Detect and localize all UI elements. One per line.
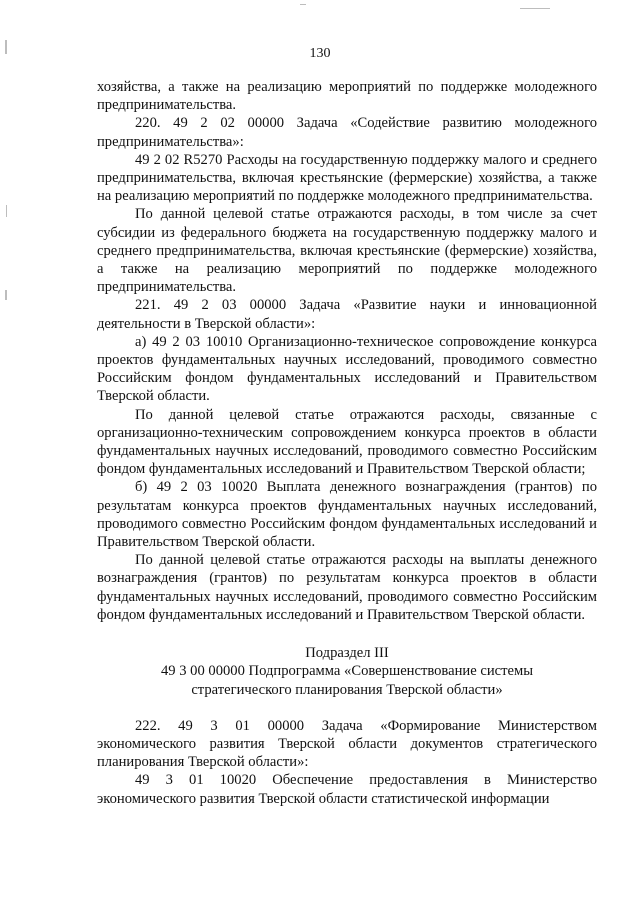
scan-mark-top-1 [300, 4, 306, 5]
scan-mark-top-2 [520, 8, 550, 9]
paragraph: хозяйства, а также на реализацию мероприятий по поддержке молодежного предпринимательства. [97, 79, 597, 114]
scan-mark-left-3 [5, 290, 7, 300]
expense-paragraph: б) 49 2 03 10020 Выплата денежного вознаграждения (грантов) по результатам конкурса проектов фундаментальных научных исследований, проводимого совместно Российским фондом фундаментальных исследований и Правительством Тверской области. [97, 479, 597, 551]
task-paragraph: 220. 49 2 02 00000 Задача «Содействие развитию молодежного предпринимательства»: [97, 115, 597, 150]
task-paragraph: 221. 49 2 03 00000 Задача «Развитие науки и инновационной деятельности в Тверской области»: [97, 297, 597, 332]
paragraph: По данной целевой статье отражаются расходы на выплаты денежного вознаграждения (грантов) по результатам конкурса проектов в области фундаментальных научных исследований, проводимого совместно Российским фондом фундаментальных исследований и Правительством Тверской области. [97, 552, 597, 623]
task-paragraph: 222. 49 3 01 00000 Задача «Формирование Министерством экономического развития Тверской области документов стратегического планирования Тверской области»: [97, 717, 597, 771]
expense-paragraph: 49 3 01 10020 Обеспечение предоставления в Министерство экономического развития Тверской области статистической информации [97, 772, 597, 807]
paragraph: По данной целевой статье отражаются расходы, связанные с организационно-техническим сопровождением конкурса проектов в области фундаментальных научных исследований, проводимого совместно Российским фондом фундаментальных исследований и Правительством Тверской области; [97, 406, 597, 478]
subsection-title: Подраздел III [305, 645, 389, 662]
document-body [97, 78, 597, 808]
subprogram-heading-line-2: стратегического планирования Тверской области» [191, 681, 503, 698]
page-number: 130 [309, 46, 331, 61]
subprogram-heading-line-1: 49 3 00 00000 Подпрограмма «Совершенствование системы [160, 663, 534, 680]
expense-paragraph: 49 2 02 R5270 Расходы на государственную поддержку малого и среднего предпринимательства, включая крестьянские (фермерские) хозяйства, а также на реализацию мероприятий по поддержке молодежного предпринимательства. [97, 151, 597, 205]
scan-mark-left-2 [6, 205, 7, 217]
expense-paragraph: а) 49 2 03 10010 Организационно-техническое сопровождение конкурса проектов фундаментальных научных исследований, проводимого совместно Российским фондом фундаментальных исследований и Правительством Тверской области. [97, 333, 597, 405]
paragraph: По данной целевой статье отражаются расходы, в том числе за счет субсидии из федерального бюджета на государственную поддержку малого и среднего предпринимательства, включая крестьянские (фермерские) хозяйства, а также на реализацию мероприятий по поддержке молодежного предпринимательства. [97, 206, 597, 296]
